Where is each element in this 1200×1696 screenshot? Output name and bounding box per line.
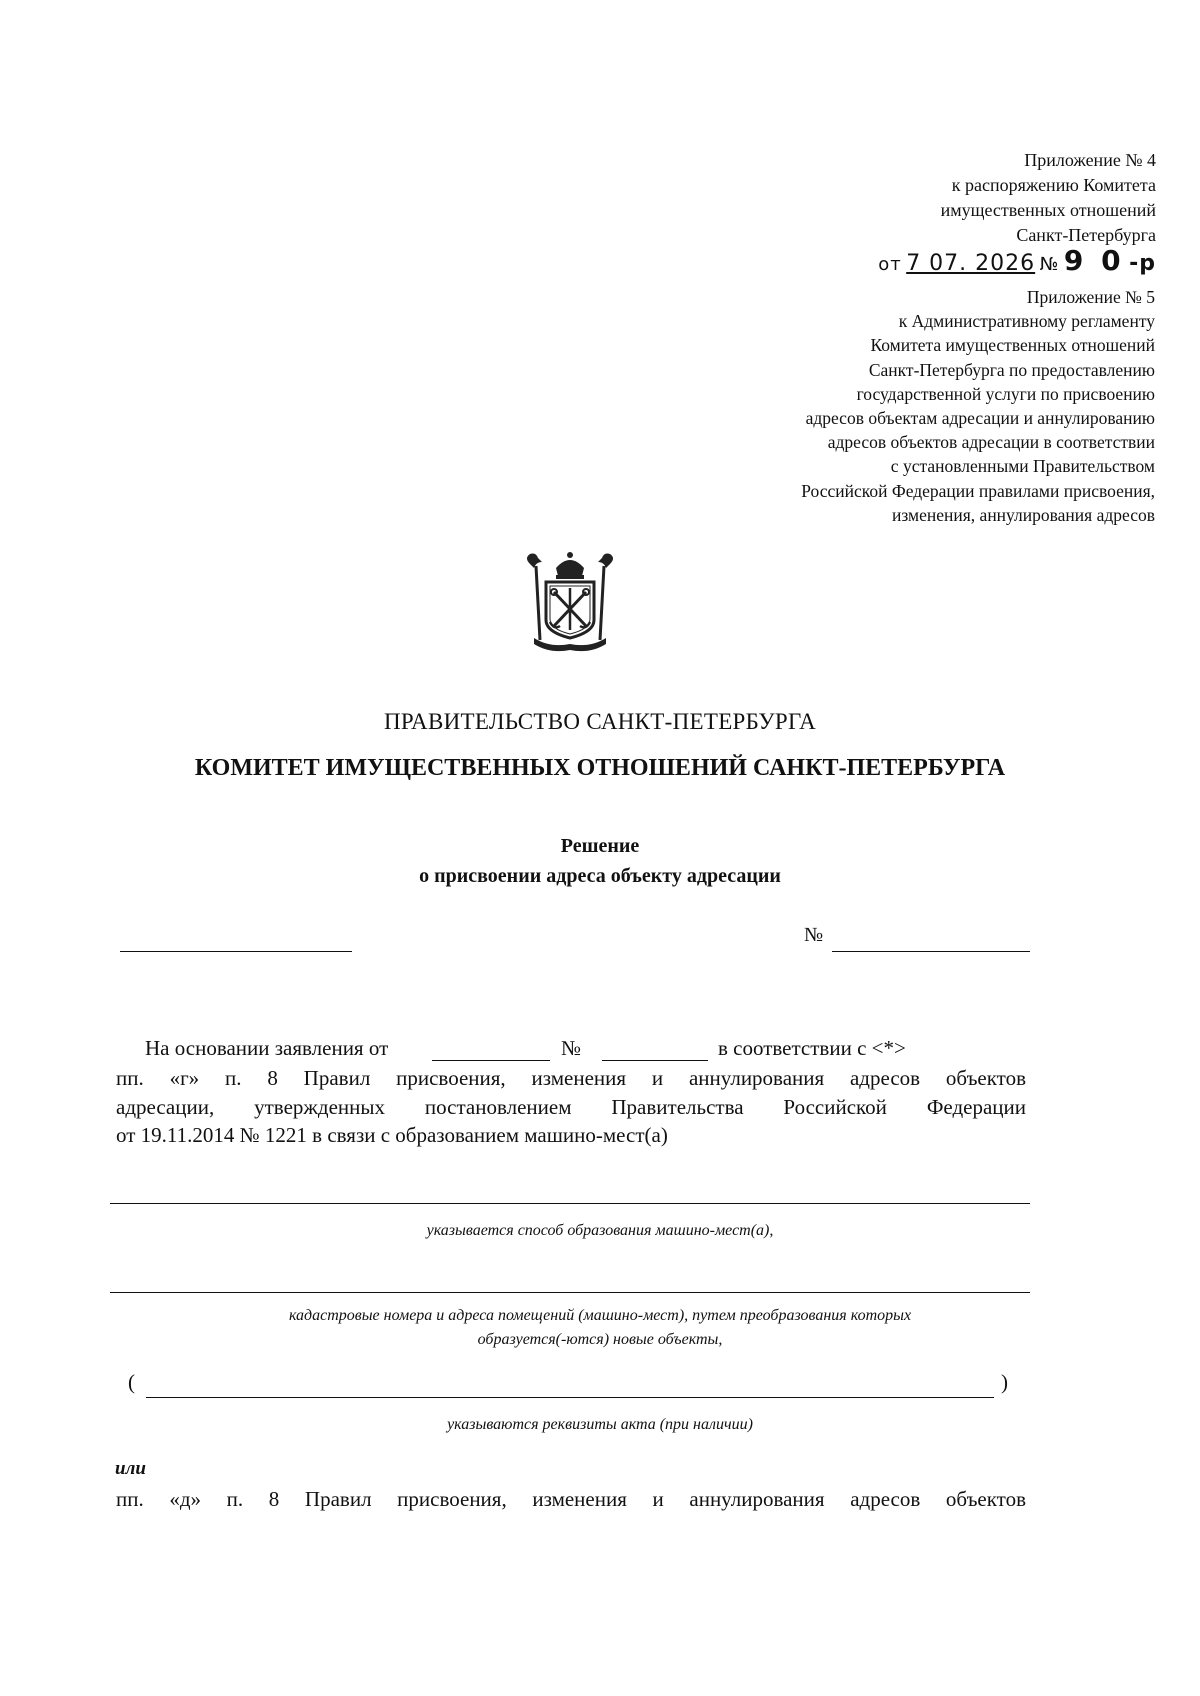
paragraph-line: пп. «д» п. 8 Правил присвоения, изменения и аннулирования адресов объектов: [116, 1487, 1026, 1511]
appendix-5-line: к Административному регламенту: [898, 311, 1155, 332]
cadastral-blank[interactable]: [110, 1292, 1030, 1293]
act-note: указываются реквизиты акта (при наличии): [447, 1416, 753, 1433]
open-parenthesis: (: [128, 1370, 135, 1394]
alternative-basis-paragraph: [116, 1485, 1026, 1514]
paragraph-line: адресации, утвержденных постановлением Правительства Российской Федерации: [116, 1094, 1026, 1119]
appendix-4-line: Санкт-Петербурга: [1016, 225, 1156, 245]
paragraph-line: пп. «г» п. 8 Правил присвоения, изменения и аннулирования адресов объектов: [116, 1066, 1026, 1090]
appendix-5-line: адресов объектов адресации в соответствии: [827, 432, 1155, 453]
cadastral-note-line-2: образуется(-ются) новые объекты,: [477, 1331, 723, 1348]
decision-date-blank[interactable]: [120, 951, 352, 952]
appendix-4-line: Приложение № 4: [1024, 150, 1156, 170]
cadastral-note-line-1: кадастровые номера и адреса помещений (машино-мест), путем преобразования которых: [288, 1307, 912, 1324]
appendix-4-block: [878, 148, 1156, 277]
government-title: ПРАВИТЕЛЬСТВО САНКТ-ПЕТЕРБУРГА: [383, 709, 817, 734]
appendix-5-line: Комитета имущественных отношений: [870, 335, 1155, 356]
appendix-5-line: изменения, аннулирования адресов: [892, 504, 1155, 525]
accordance-text: в соответствии с <*>: [718, 1036, 906, 1060]
application-number-label: №: [561, 1036, 582, 1060]
application-date-blank[interactable]: [432, 1060, 550, 1061]
appendix-5-line: Российской Федерации правилами присвоения,: [801, 480, 1155, 501]
appendix-5-line: государственной услуги по присвоению: [856, 383, 1155, 404]
method-note: указывается способ образования машино-мест(а),: [426, 1222, 774, 1239]
st-petersburg-coat-of-arms-icon: [520, 548, 620, 656]
handwritten-date: 7 07. 2026: [906, 251, 1036, 276]
appendix-4-line: имущественных отношений: [940, 200, 1156, 220]
appendix-5-block: [801, 285, 1155, 527]
handwritten-number: 9 0: [1063, 244, 1125, 277]
appendix-5-line: адресов объектам адресации и аннулированию: [805, 408, 1155, 429]
number-suffix: -р: [1129, 251, 1156, 276]
decision-number-label: №: [804, 924, 824, 946]
act-details-blank[interactable]: [146, 1397, 994, 1398]
decision-title: Решение: [560, 835, 640, 857]
decision-number-blank[interactable]: [832, 951, 1030, 952]
method-blank[interactable]: [110, 1203, 1030, 1204]
legal-basis-paragraph: [116, 1064, 1026, 1150]
committee-title: КОМИТЕТ ИМУЩЕСТВЕННЫХ ОТНОШЕНИЙ САНКТ-ПЕТЕРБУРГА: [194, 755, 1006, 781]
decision-subtitle: о присвоении адреса объекту адресации: [419, 865, 781, 887]
appendix-5-line: с установленными Правительством: [890, 456, 1155, 477]
number-prefix: №: [1039, 254, 1060, 275]
appendix-4-line: к распоряжению Комитета: [951, 175, 1156, 195]
appendix-5-line: Приложение № 5: [1026, 287, 1155, 307]
appendix-4-date-number-line: [878, 244, 1156, 277]
close-parenthesis: ): [1001, 1370, 1008, 1394]
appendix-5-line: Санкт-Петербурга по предоставлению: [868, 359, 1155, 380]
basis-text: На основании заявления от: [145, 1036, 389, 1060]
or-separator: или: [115, 1458, 146, 1479]
paragraph-line: от 19.11.2014 № 1221 в связи с образованием машино-мест(а): [116, 1123, 668, 1147]
date-prefix: от: [878, 254, 902, 275]
application-number-blank[interactable]: [602, 1060, 708, 1061]
